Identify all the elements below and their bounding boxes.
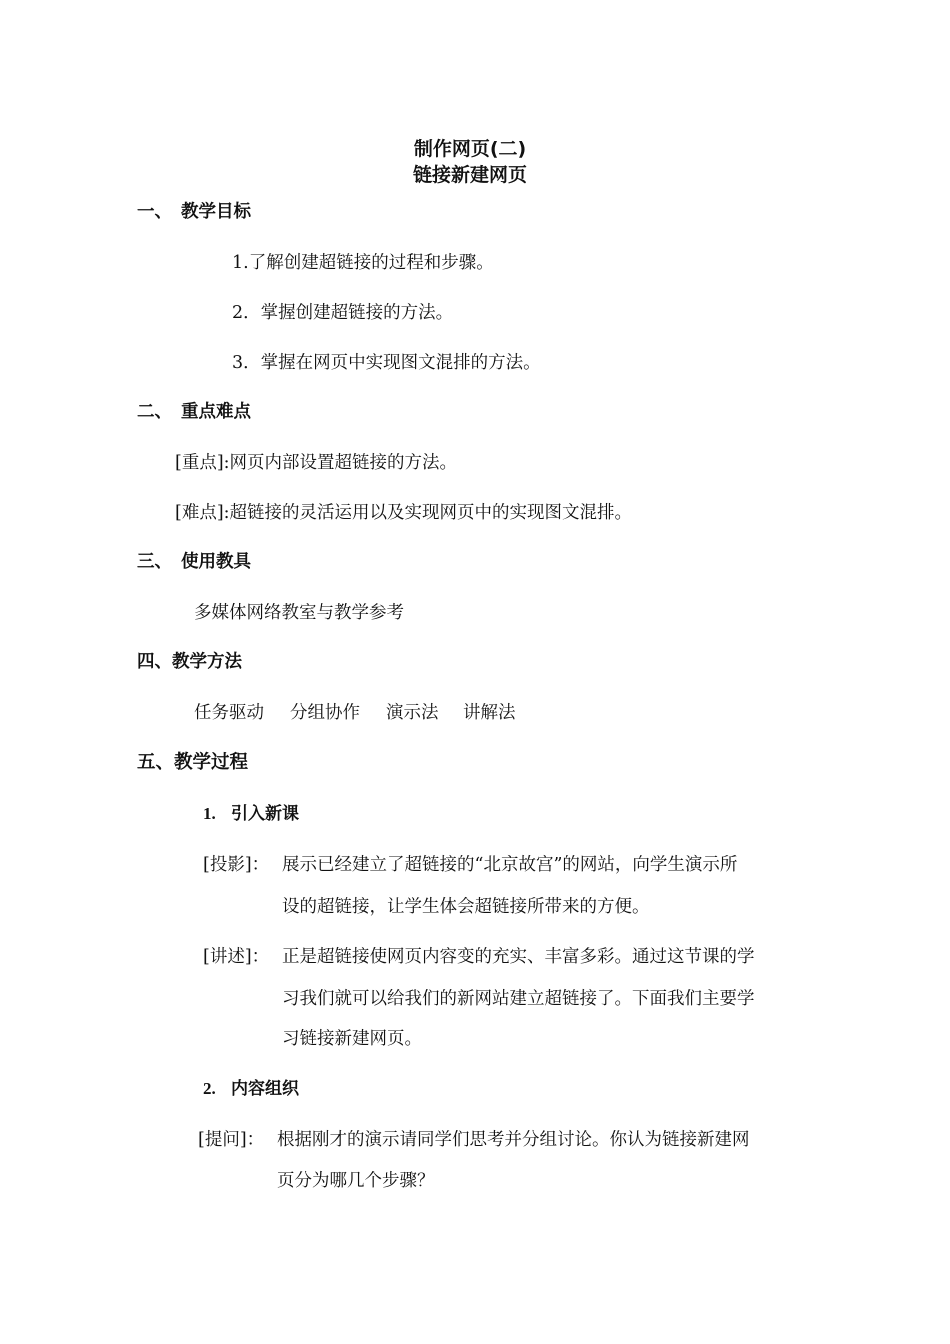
subsection-1-title: 引入新课 (231, 804, 299, 824)
projection-tag: [投影]： (203, 855, 270, 875)
section-1-heading (137, 200, 251, 224)
section-2-heading (137, 400, 251, 424)
section-4-heading: 四、教学方法 (137, 652, 242, 672)
doc-title: 制作网页(二) (413, 138, 527, 160)
subsection-1-number: 1. (203, 804, 216, 823)
lecture-line-3: 习链接新建网页。 (282, 1029, 422, 1049)
lecture-tag: [讲述]： (203, 947, 270, 967)
section-5-heading: 五、教学过程 (137, 752, 249, 773)
teaching-tools-text: 多媒体网络教室与教学参考 (194, 603, 404, 623)
objective-item-1: 1.了解创建超链接的过程和步骤。 (232, 253, 494, 273)
section-1-title: 教学目标 (181, 202, 251, 222)
section-2-number: 二、 (137, 402, 172, 422)
key-point: [重点]:网页内部设置超链接的方法。 (175, 453, 458, 473)
section-1-number: 一、 (137, 202, 172, 222)
section-3-number: 三、 (137, 552, 172, 572)
projection-line-1: 展示已经建立了超链接的“北京故宫”的网站，向学生演示所 (282, 855, 738, 875)
difficult-point: [难点]:超链接的灵活运用以及实现网页中的实现图文混排。 (175, 503, 633, 523)
method-4: 讲解法 (463, 703, 516, 723)
method-1: 任务驱动 (194, 703, 264, 723)
subsection-1-heading (203, 802, 299, 826)
lecture-line-2: 习我们就可以给我们的新网站建立超链接了。下面我们主要学 (282, 989, 755, 1009)
question-line-1: 根据刚才的演示请同学们思考并分组讨论。你认为链接新建网 (277, 1130, 750, 1150)
lecture-line-1: 正是超链接使网页内容变的充实、丰富多彩。通过这节课的学 (282, 947, 755, 967)
question-line-2: 页分为哪几个步骤？ (277, 1171, 435, 1191)
method-2: 分组协作 (290, 703, 360, 723)
projection-line-2: 设的超链接，让学生体会超链接所带来的方便。 (282, 897, 650, 917)
section-2-title: 重点难点 (181, 402, 251, 422)
section-3-heading (137, 550, 251, 574)
objective-item-2: 2．掌握创建超链接的方法。 (232, 303, 454, 323)
subsection-2-number: 2. (203, 1079, 216, 1098)
section-3-title: 使用教具 (181, 552, 251, 572)
objective-item-3: 3．掌握在网页中实现图文混排的方法。 (232, 353, 541, 373)
subsection-2-title: 内容组织 (231, 1079, 299, 1099)
doc-subtitle: 链接新建网页 (412, 164, 527, 186)
subsection-2-heading (203, 1077, 299, 1101)
method-3: 演示法 (386, 703, 439, 723)
question-tag: [提问]： (198, 1130, 265, 1150)
